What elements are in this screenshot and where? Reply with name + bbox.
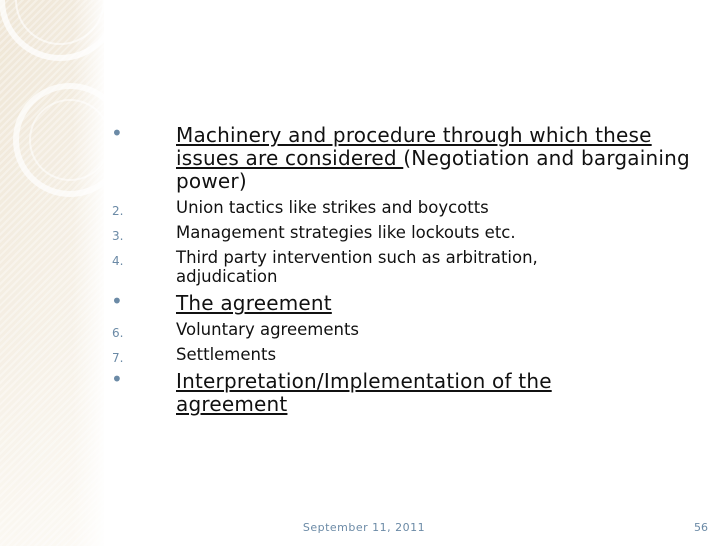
item-text-underlined: Interpretation/Implementation of the agreement [176,369,552,416]
list-item [104,289,714,315]
number-marker: 6. [112,326,124,340]
decorative-side-panel [0,0,104,546]
list-item [104,320,714,339]
item-text: (Negotiation and bargaining power) [176,146,690,193]
footer-date: September 11, 2011 [302,521,426,534]
item-text: Voluntary agreements [176,320,360,339]
number-marker: 2. [112,204,124,218]
list-item [104,367,714,416]
item-text: Management strategies like lockouts etc. [176,223,516,242]
item-text-underlined: Machinery and procedure through which these issues are considered [176,123,652,170]
item-text-underlined: The agreement [176,291,332,315]
page-number: 56 [694,521,708,534]
number-marker: 3. [112,229,124,243]
list-item [104,345,714,364]
number-marker: 7. [112,351,124,365]
bullet-marker: • [111,121,123,145]
number-marker: 4. [112,254,124,268]
list-item [104,248,714,286]
list-item [104,198,714,217]
bullet-marker: • [111,367,123,391]
item-text: Third party intervention such as arbitration, adjudication [176,248,538,286]
item-text: Settlements [176,345,277,364]
list-item [104,121,714,193]
item-text: Union tactics like strikes and boycotts [176,198,489,217]
bullet-marker: • [111,289,123,313]
list-item [104,223,714,242]
bullet-list [104,121,714,416]
